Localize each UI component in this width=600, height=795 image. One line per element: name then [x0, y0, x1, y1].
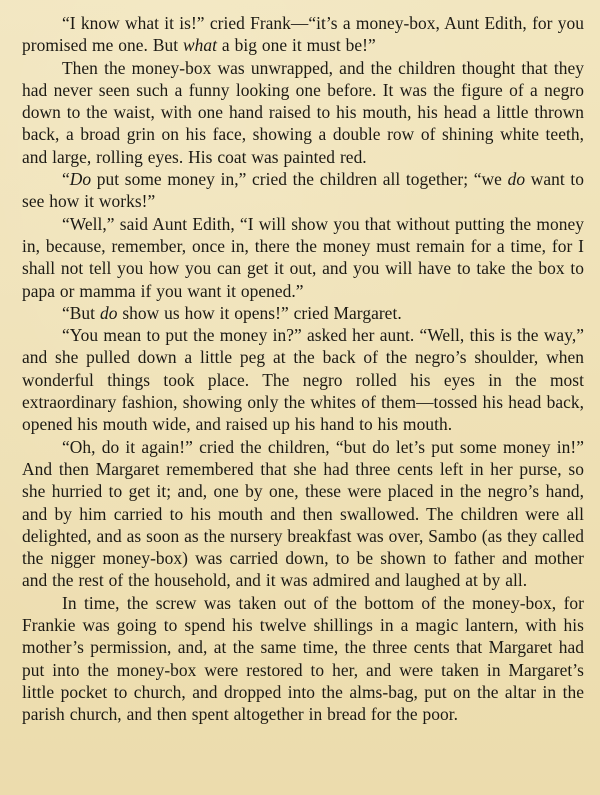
paragraph — [22, 57, 584, 168]
text-run: show us how it opens!” cried Margaret. — [117, 302, 402, 323]
text-run: a big one it must be!” — [217, 35, 376, 56]
paragraph — [22, 213, 584, 302]
italic-text: do — [507, 169, 526, 190]
text-run: In time, the screw was taken out of the bottom of the money-box, for Frankie was going to spend his twelve shillings in a magic lantern, with his mother’s permission, and, at the same time, the three cents that Margaret had put into the money-box were restored to her, and were taken in Margaret’s little pocket to church, and dropped into the alms-bag, put on the altar in the parish church, and then spent altogether in bread for the poor. — [22, 592, 584, 725]
text-run: “ — [62, 169, 70, 190]
italic-text: Do — [69, 169, 92, 190]
paragraph — [22, 168, 584, 213]
text-run: want to see how it works!” — [22, 169, 584, 212]
paragraph — [22, 436, 584, 592]
text-run: “Well,” said Aunt Edith, “I will show you that without putting the money in, because, remember, once in, there the money must remain for a time, for I shall not tell you how you can get it out, and you will have to take the box to papa or mamma if you want it opened.” — [22, 213, 584, 301]
italic-text: do — [99, 302, 118, 323]
text-run: “You mean to put the money in?” asked her aunt. “Well, this is the way,” and she pulled down a little peg at the back of the negro’s shoulder, when wonderful things took place. The negro rolled his eyes in the most extraordinary fashion, showing only the whites of them—tossed his head back, opened his mouth wide, and raised up his hand to his mouth. — [22, 325, 584, 435]
paragraph — [22, 592, 584, 726]
text-run: “I know what it is!” cried Frank—“it’s a money-box, Aunt Edith, for you promised me one. But — [22, 13, 584, 56]
paragraph — [22, 302, 584, 324]
italic-text: what — [183, 35, 218, 56]
story-text — [22, 12, 584, 726]
paragraph — [22, 324, 584, 435]
text-run: “Oh, do it again!” cried the children, “but do let’s put some money in!” And then Margaret remembered that she had three cents left in her purse, so she hurried to get it; and, one by one, these were placed in the negro’s hand, and by him carried to his mouth and then swallowed. The children were all delighted, and as soon as the nursery breakfast was over, Sambo (as they called the nigger money-box) was carried down, to be shown to father and mother and the rest of the household, and it was admired and laughed at by all. — [22, 436, 584, 591]
text-run: put some money in,” cried the children all together; “we — [91, 169, 508, 190]
paragraph — [22, 12, 584, 57]
text-run: Then the money-box was unwrapped, and the children thought that they had never seen such a funny looking one before. It was the figure of a negro down to the waist, with one hand raised to his mouth, his head a little thrown back, a broad grin on his face, showing a double row of shining white teeth, and large, rolling eyes. His coat was painted red. — [22, 57, 584, 167]
text-run: “But — [62, 302, 100, 323]
